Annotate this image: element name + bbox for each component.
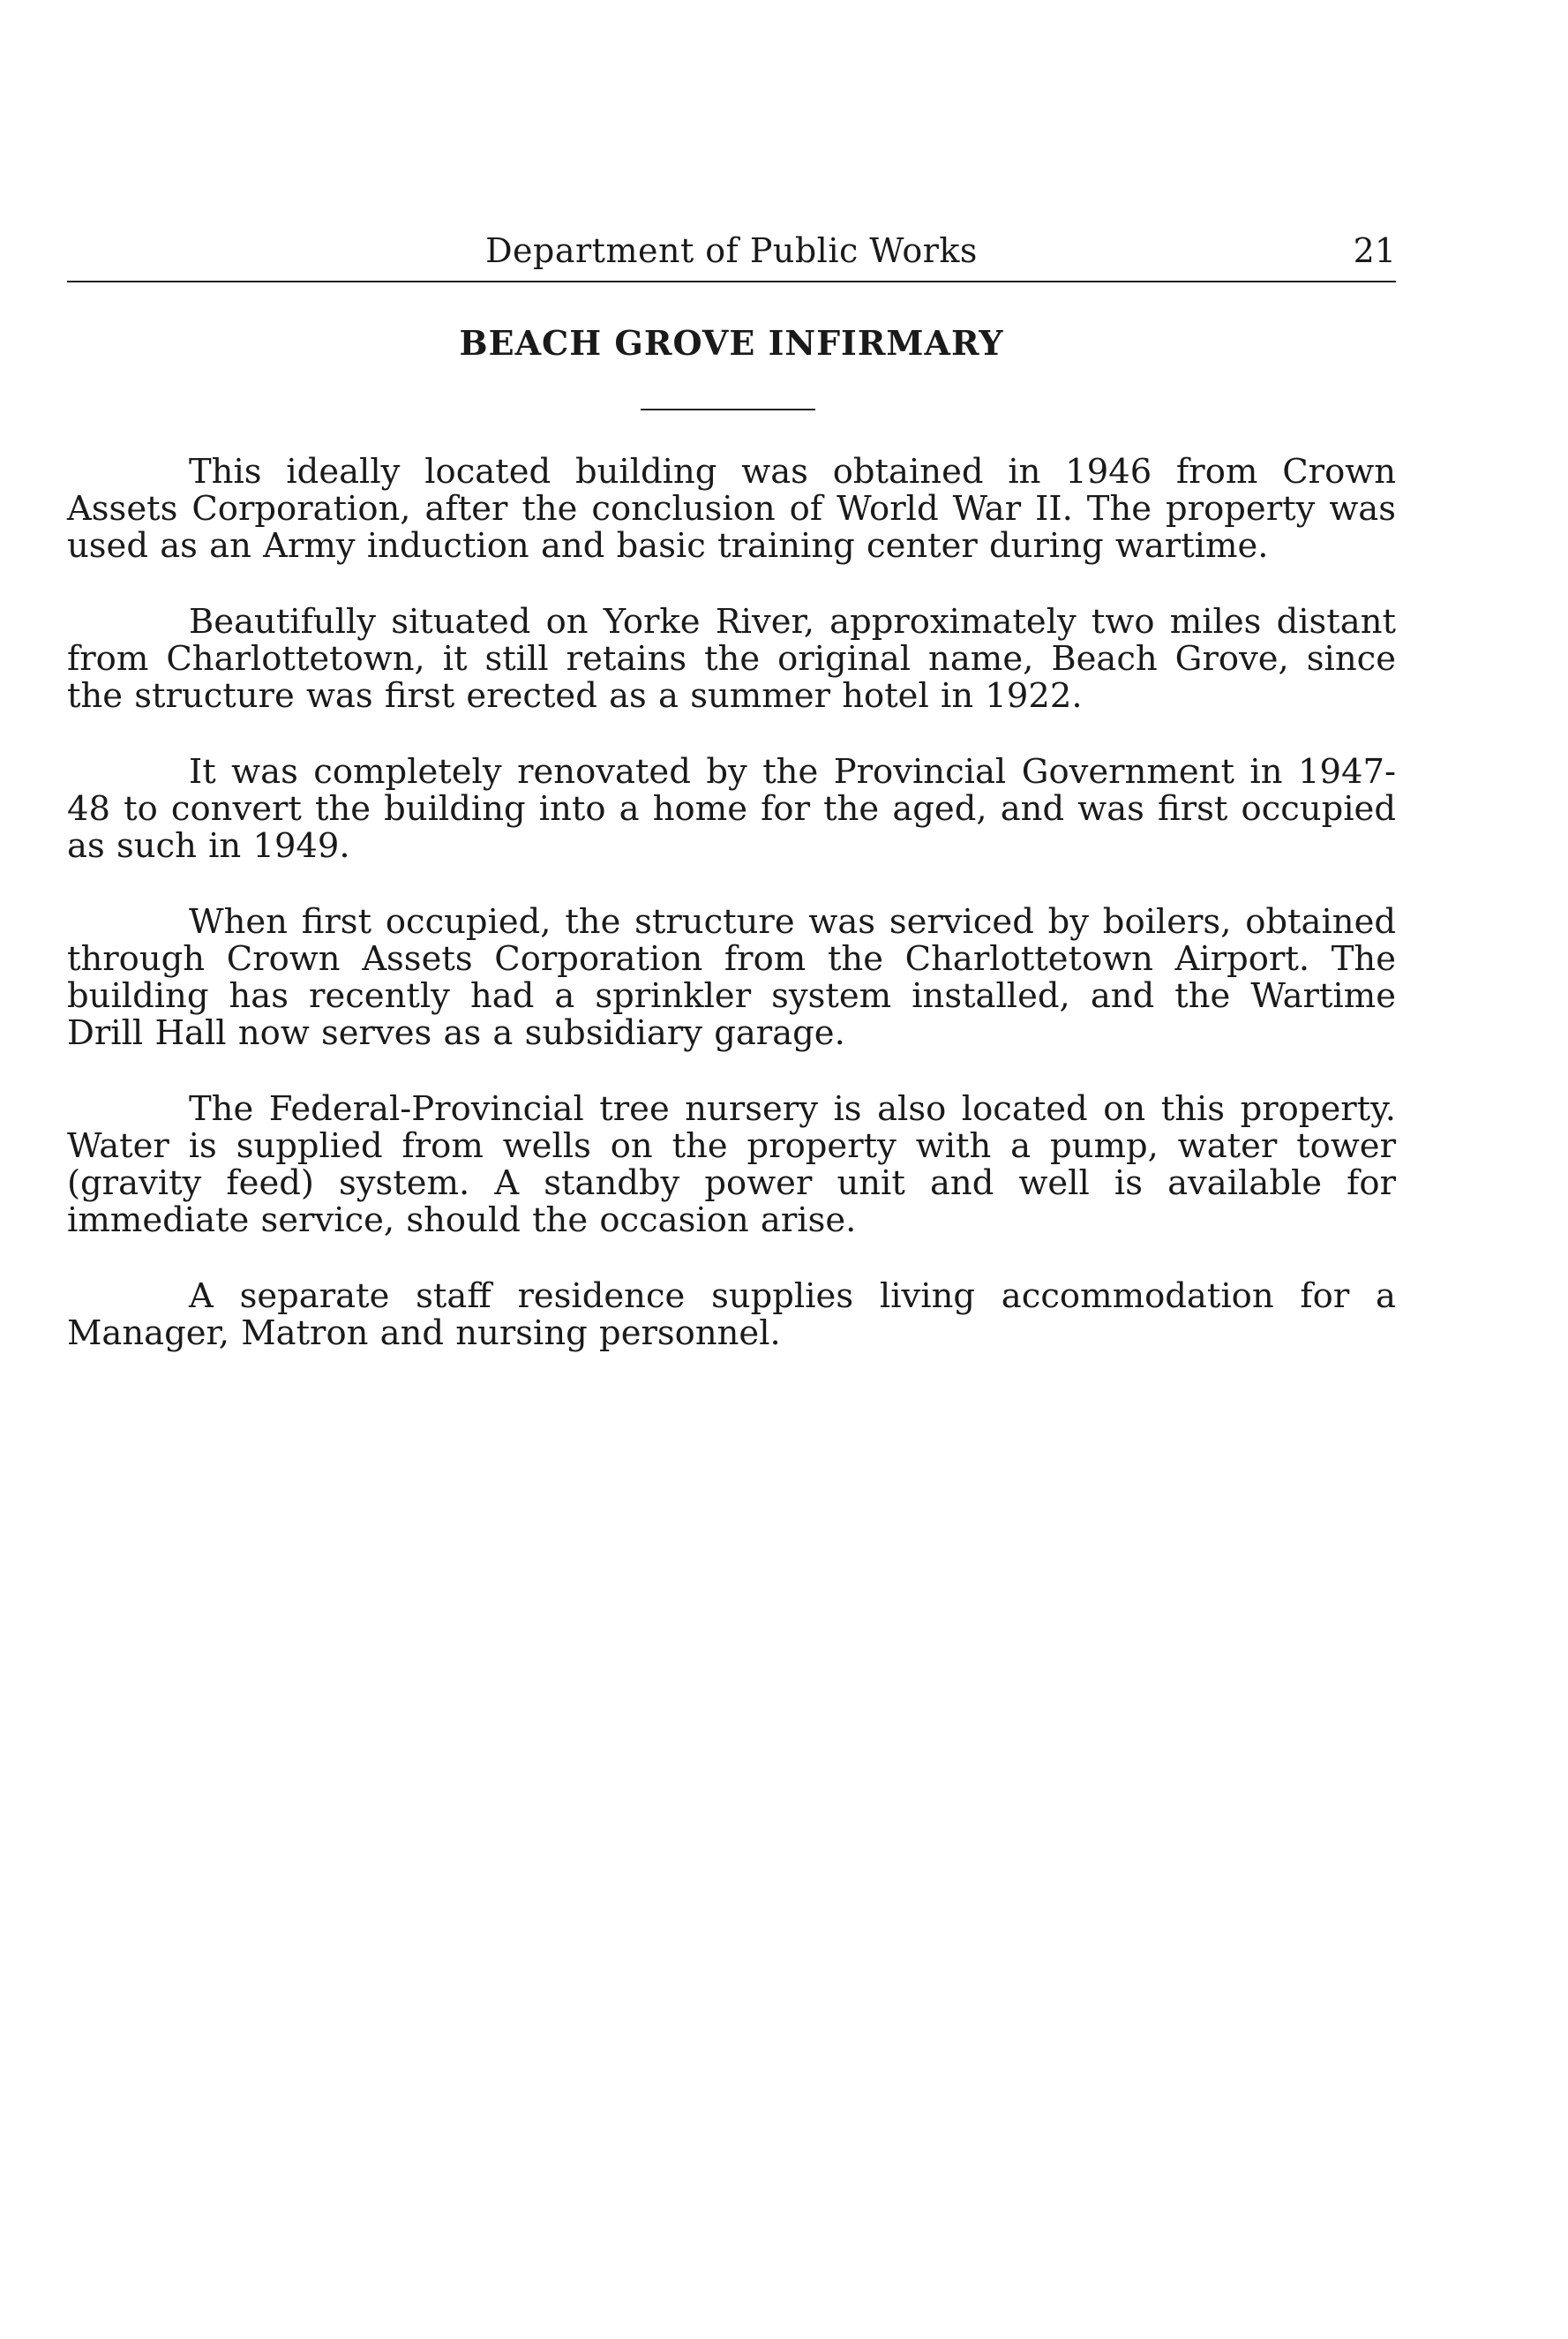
paragraph: It was completely renovated by the Provincial Government in 1947-48 to convert the building into a home for the aged, and was first occupied as such in 1949.: [67, 752, 1396, 866]
running-head-title: Department of Public Works: [485, 231, 978, 270]
heading-rule: [641, 409, 815, 410]
paragraph: This ideally located building was obtained in 1946 from Crown Assets Corporation, after the conclusion of World War II. The property was used as an Army induction and basic training center during wartime.: [67, 452, 1396, 566]
paragraph: A separate staff residence supplies living accommodation for a Manager, Matron and nursing personnel.: [67, 1276, 1396, 1353]
section-heading: BEACH GROVE INFIRMARY: [459, 323, 1004, 363]
paragraph: The Federal-Provincial tree nursery is also located on this property. Water is supplied from wells on the property with a pump, water tower (gravity feed) system. A standby power unit and well is available for immediate service, should the occasion arise.: [67, 1089, 1396, 1240]
paragraph: When first occupied, the structure was serviced by boilers, obtained through Crown Assets Corporation from the Charlottetown Airport. The building has recently had a sprinkler system installed, and the Wartime Drill Hall now serves as a subsidiary garage.: [67, 902, 1396, 1053]
header-rule: [67, 281, 1396, 282]
page-number: 21: [1353, 231, 1396, 270]
paragraph: Beautifully situated on Yorke River, approximately two miles distant from Charlottetown, it still retains the original name, Beach Grove, since the structure was first erected as a summer hotel in 1922.: [67, 602, 1396, 716]
running-head: [67, 231, 1396, 284]
body-text: [67, 454, 1396, 1391]
